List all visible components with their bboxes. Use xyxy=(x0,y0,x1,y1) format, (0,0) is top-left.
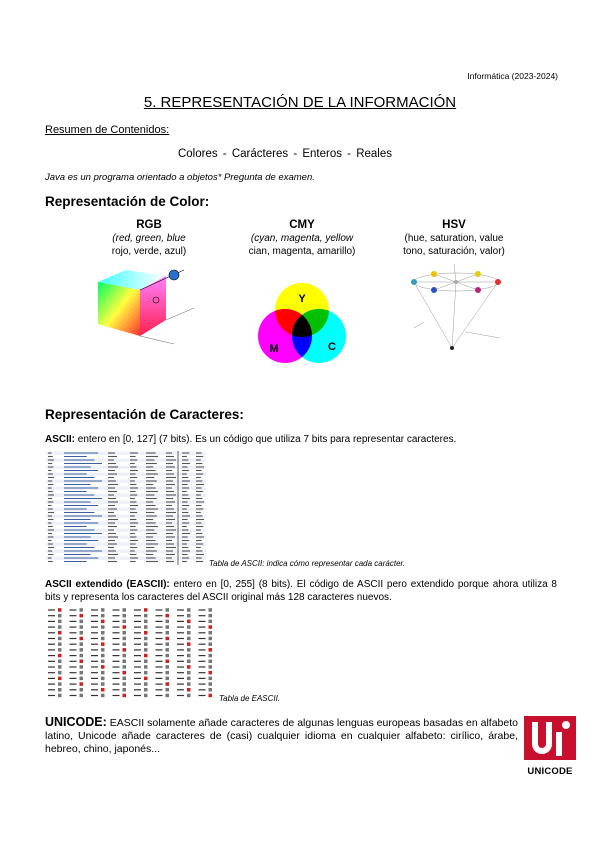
eascii-glyph xyxy=(80,677,84,681)
eascii-glyph xyxy=(123,631,127,635)
eascii-glyph xyxy=(209,620,213,624)
eascii-glyph xyxy=(187,677,191,681)
eascii-glyph xyxy=(80,625,84,629)
unicode-logo xyxy=(524,716,576,777)
eascii-glyph xyxy=(144,677,148,681)
eascii-glyph xyxy=(209,625,213,629)
eascii-text: entero en [0, 255] (8 bits). El código de ASCII pero extendido porque ahora utiliza 8 bits y representa los caracteres del ASCII original más 128 caracteres nuevos. xyxy=(45,579,557,603)
eascii-glyph xyxy=(144,671,148,675)
eascii-glyph xyxy=(80,654,84,658)
eascii-paragraph xyxy=(45,578,557,604)
model-rgb xyxy=(69,219,229,258)
eascii-glyph xyxy=(166,677,170,681)
eascii-glyph xyxy=(101,637,105,641)
eascii-glyph xyxy=(58,694,62,698)
eascii-glyph xyxy=(187,625,191,629)
unicode-label: UNICODE: xyxy=(45,715,107,729)
eascii-glyph xyxy=(144,620,148,624)
ascii-label: ASCII: xyxy=(45,434,75,445)
eascii-glyph xyxy=(209,682,213,686)
eascii-glyph xyxy=(209,677,213,681)
topic-item: Carácteres xyxy=(231,148,289,160)
eascii-glyph xyxy=(187,688,191,692)
topic-item: Colores xyxy=(177,148,218,160)
eascii-glyph xyxy=(58,620,62,624)
eascii-glyph xyxy=(166,642,170,646)
eascii-glyph xyxy=(123,671,127,675)
model-name: CMY xyxy=(289,219,315,231)
topic-sep: - xyxy=(343,148,355,160)
topic-item: Enteros xyxy=(302,148,342,160)
ascii-table-image xyxy=(46,449,208,567)
eascii-glyph xyxy=(80,694,84,698)
eascii-glyph xyxy=(209,654,213,658)
ascii-caption: Tabla de ASCII: indica cómo representar cada carácter. xyxy=(209,559,406,568)
eascii-glyph xyxy=(209,631,213,635)
eascii-glyph xyxy=(101,688,105,692)
eascii-glyph xyxy=(144,660,148,664)
eascii-label: ASCII extendido (EASCII): xyxy=(45,579,170,590)
eascii-glyph xyxy=(123,625,127,629)
eascii-glyph xyxy=(80,665,84,669)
eascii-glyph xyxy=(101,694,105,698)
eascii-glyph xyxy=(123,620,127,624)
model-name: HSV xyxy=(442,219,466,231)
eascii-glyph xyxy=(80,671,84,675)
page-title: 5. REPRESENTACIÓN DE LA INFORMACIÓN xyxy=(143,94,457,111)
topic-sep: - xyxy=(219,148,230,160)
eascii-glyph xyxy=(209,648,213,652)
eascii-glyph xyxy=(166,637,170,641)
eascii-glyph xyxy=(144,642,148,646)
eascii-glyph xyxy=(58,660,62,664)
unicode-paragraph xyxy=(45,716,518,756)
eascii-glyph xyxy=(187,648,191,652)
eascii-glyph xyxy=(144,608,148,612)
eascii-glyph xyxy=(123,614,127,618)
eascii-glyph xyxy=(101,625,105,629)
model-line1: (red, green, blue xyxy=(112,233,186,244)
eascii-glyph xyxy=(101,614,105,618)
eascii-glyph xyxy=(80,660,84,664)
eascii-glyph xyxy=(209,660,213,664)
model-cmy xyxy=(222,219,382,258)
eascii-glyph xyxy=(80,642,84,646)
eascii-glyph xyxy=(123,637,127,641)
eascii-glyph xyxy=(144,614,148,618)
eascii-glyph xyxy=(101,642,105,646)
eascii-glyph xyxy=(58,688,62,692)
java-note: Java es un programa orientado a objetos* Pregunta de examen. xyxy=(45,172,315,183)
topic-item: Reales xyxy=(356,148,393,160)
eascii-glyph xyxy=(58,625,62,629)
model-line2: rojo, verde, azul) xyxy=(111,246,187,257)
eascii-glyph xyxy=(80,637,84,641)
eascii-glyph xyxy=(80,608,84,612)
cmy-label-y: Y xyxy=(298,293,306,305)
eascii-glyph xyxy=(187,637,191,641)
eascii-glyph xyxy=(80,682,84,686)
model-line1: (hue, saturation, value xyxy=(404,233,504,244)
eascii-glyph xyxy=(80,688,84,692)
eascii-glyph xyxy=(144,694,148,698)
eascii-glyph xyxy=(144,665,148,669)
eascii-glyph xyxy=(144,654,148,658)
cmy-diagram xyxy=(252,280,352,372)
eascii-glyph xyxy=(187,660,191,664)
unicode-logo-text: UNICODE xyxy=(527,766,573,777)
eascii-glyph xyxy=(166,688,170,692)
eascii-glyph xyxy=(144,625,148,629)
eascii-glyph xyxy=(101,620,105,624)
eascii-glyph xyxy=(187,682,191,686)
eascii-glyph xyxy=(123,694,127,698)
eascii-glyph xyxy=(58,682,62,686)
eascii-glyph xyxy=(123,665,127,669)
eascii-glyph xyxy=(80,648,84,652)
eascii-glyph xyxy=(166,608,170,612)
eascii-glyph xyxy=(58,654,62,658)
eascii-glyph xyxy=(101,631,105,635)
eascii-glyph xyxy=(209,688,213,692)
eascii-glyph xyxy=(209,671,213,675)
cmy-label-m: M xyxy=(269,343,279,355)
eascii-glyph xyxy=(123,654,127,658)
eascii-glyph xyxy=(187,631,191,635)
eascii-glyph xyxy=(209,637,213,641)
eascii-glyph xyxy=(166,665,170,669)
eascii-glyph xyxy=(101,654,105,658)
eascii-glyph xyxy=(123,677,127,681)
eascii-glyph xyxy=(187,671,191,675)
eascii-glyph xyxy=(144,637,148,641)
eascii-glyph xyxy=(58,642,62,646)
course-header: Informática (2023-2024) xyxy=(467,71,558,81)
topic-sep: - xyxy=(290,148,301,160)
eascii-glyph xyxy=(58,631,62,635)
eascii-glyph xyxy=(166,631,170,635)
eascii-glyph xyxy=(187,614,191,618)
eascii-glyph xyxy=(187,620,191,624)
eascii-glyph xyxy=(209,694,213,698)
hsv-cone-image xyxy=(404,262,514,352)
model-line1: (cyan, magenta, yellow xyxy=(250,233,354,244)
eascii-glyph xyxy=(123,648,127,652)
eascii-glyph xyxy=(58,665,62,669)
eascii-glyph xyxy=(101,671,105,675)
eascii-glyph xyxy=(144,631,148,635)
ascii-paragraph xyxy=(45,433,557,446)
eascii-glyph xyxy=(101,648,105,652)
eascii-glyph xyxy=(187,642,191,646)
eascii-glyph xyxy=(166,620,170,624)
eascii-glyph xyxy=(58,671,62,675)
eascii-glyph xyxy=(166,625,170,629)
unicode-text: EASCII solamente añade caracteres de algunas lenguas europeas basadas en alfabeto latino, Unicode añade caracteres de (casi) cualquier idioma en cualquier alfabeto: cirílico, árabe, hebreo, chino, japonés... xyxy=(45,717,518,755)
eascii-glyph xyxy=(166,682,170,686)
eascii-glyph xyxy=(166,671,170,675)
eascii-glyph xyxy=(144,682,148,686)
eascii-glyph xyxy=(166,648,170,652)
eascii-glyph xyxy=(209,665,213,669)
eascii-glyph xyxy=(166,614,170,618)
eascii-glyph xyxy=(144,648,148,652)
eascii-table-image xyxy=(46,606,218,704)
eascii-glyph xyxy=(58,677,62,681)
eascii-glyph xyxy=(123,682,127,686)
eascii-caption: Tabla de EASCII. xyxy=(219,694,281,703)
eascii-glyph xyxy=(101,660,105,664)
eascii-glyph xyxy=(80,620,84,624)
eascii-glyph xyxy=(101,608,105,612)
eascii-glyph xyxy=(58,608,62,612)
eascii-glyph xyxy=(209,642,213,646)
ascii-text: entero en [0, 127] (7 bits). Es un código que utiliza 7 bits para representar caracteres. xyxy=(75,434,457,445)
summary-label: Resumen de Contenidos: xyxy=(45,124,170,136)
eascii-glyph xyxy=(144,688,148,692)
unicode-logo-mark xyxy=(524,716,576,760)
eascii-glyph xyxy=(209,608,213,612)
eascii-glyph xyxy=(123,688,127,692)
eascii-glyph xyxy=(187,654,191,658)
eascii-glyph xyxy=(80,631,84,635)
eascii-glyph xyxy=(166,694,170,698)
eascii-glyph xyxy=(123,660,127,664)
chars-heading: Representación de Caracteres: xyxy=(45,407,244,422)
model-line2: tono, saturación, valor) xyxy=(403,246,505,257)
model-hsv xyxy=(374,219,534,258)
topics-list xyxy=(0,148,570,160)
cmy-label-c: C xyxy=(328,341,336,353)
color-heading: Representación de Color: xyxy=(45,194,210,209)
eascii-glyph xyxy=(187,665,191,669)
eascii-glyph xyxy=(58,637,62,641)
rgb-cube-image xyxy=(96,264,206,346)
model-name: RGB xyxy=(136,219,162,231)
model-line2: cian, magenta, amarillo) xyxy=(248,246,356,257)
eascii-glyph xyxy=(187,608,191,612)
eascii-glyph xyxy=(209,614,213,618)
eascii-glyph xyxy=(101,682,105,686)
eascii-glyph xyxy=(101,677,105,681)
eascii-glyph xyxy=(123,608,127,612)
eascii-glyph xyxy=(58,648,62,652)
eascii-glyph xyxy=(80,614,84,618)
eascii-glyph xyxy=(166,654,170,658)
eascii-glyph xyxy=(123,642,127,646)
eascii-glyph xyxy=(166,660,170,664)
eascii-glyph xyxy=(101,665,105,669)
eascii-glyph xyxy=(58,614,62,618)
eascii-glyph xyxy=(187,694,191,698)
